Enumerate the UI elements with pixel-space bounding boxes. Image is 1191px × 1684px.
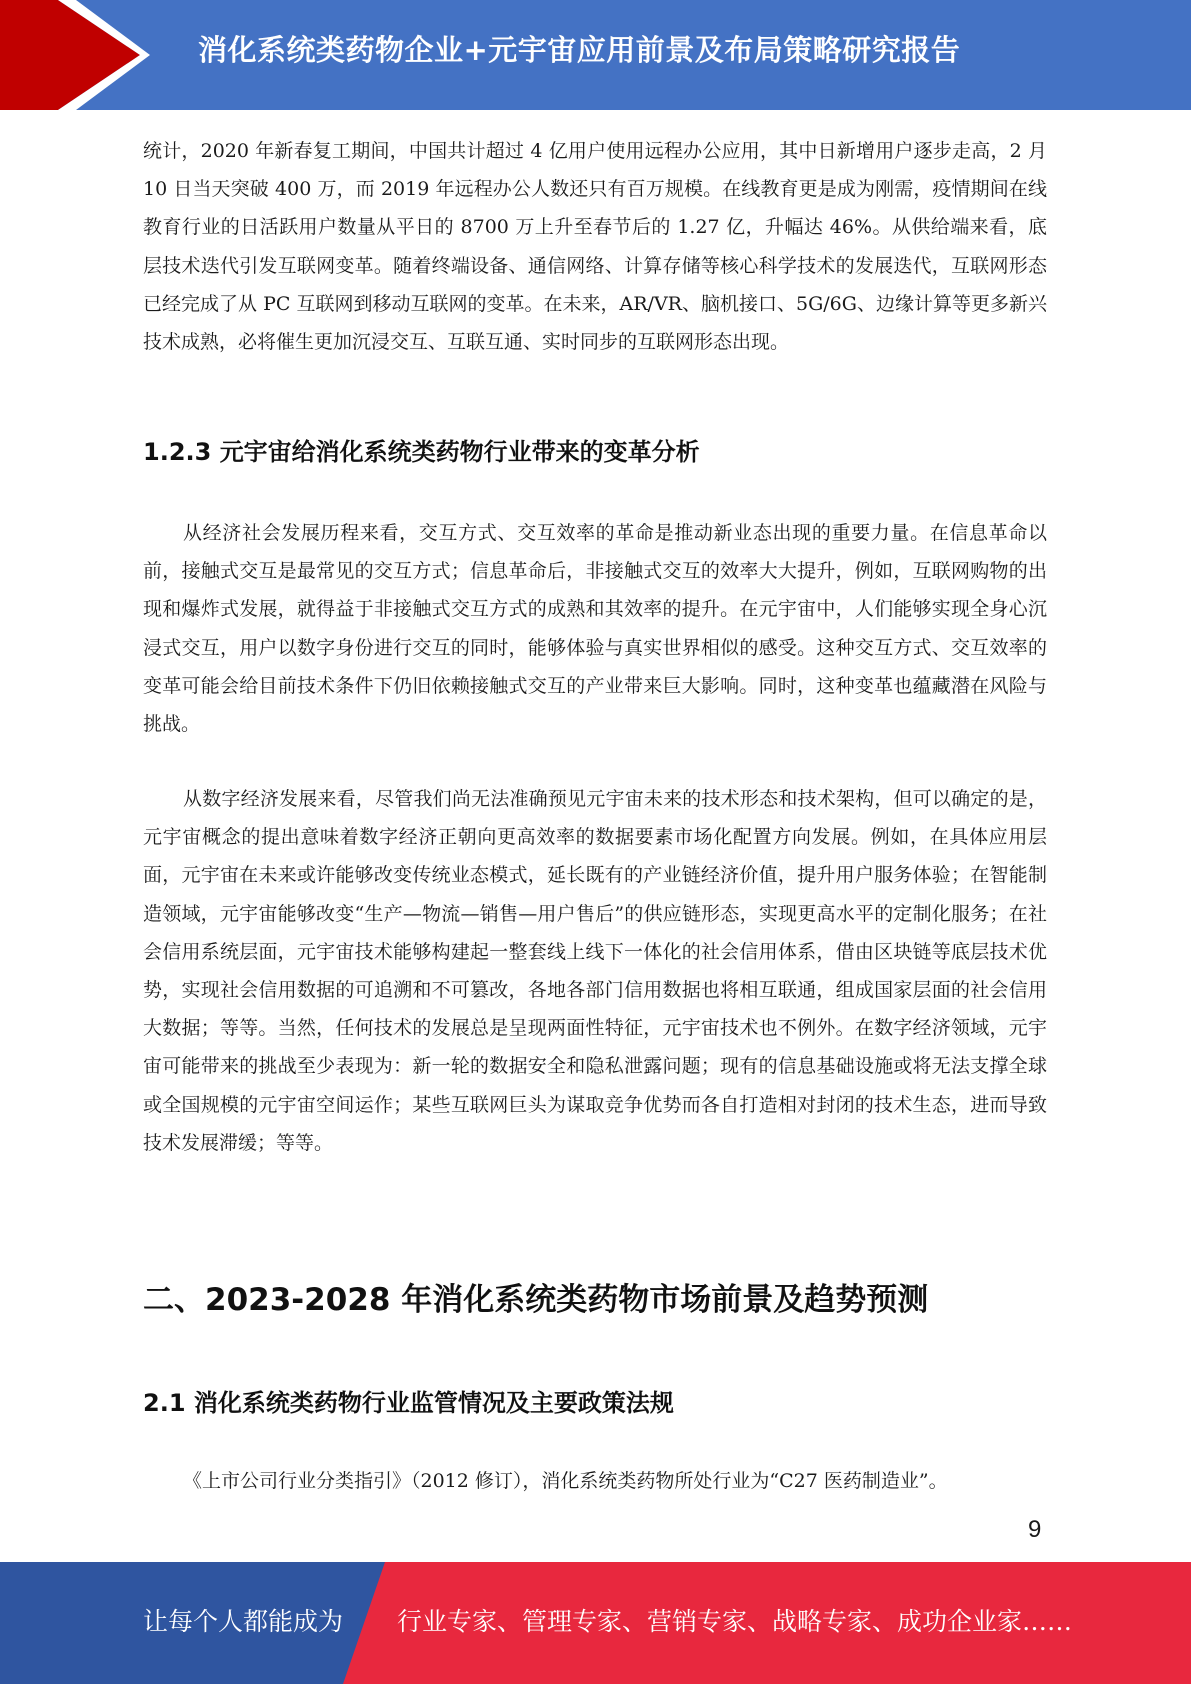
digital-economy-paragraph: 从数字经济发展来看，尽管我们尚无法准确预见元宇宙未来的技术形态和技术架构，但可以确定的是，元宇宙概念的提出意味着数字经济正朝向更高效率的数据要素市场化配置方向发展。例如，在具体应用层面，元宇宙在未来或许能够改变传统业态模式，延长既有的产业链经济价值，提升用户服务体验；在智能制造领域，元宇宙能够改变“生产—物流—销售—用户售后”的供应链形态，实现更高水平的定制化服务；在社会信用系统层面，元宇宙技术能够构建起一整套线上线下一体化的社会信用体系，借由区块链等底层技术优势，实现社会信用数据的可追溯和不可篡改，各地各部门信用数据也将相互联通，组成国家层面的社会信用大数据；等等。当然，任何技术的发展总是呈现两面性特征，元宇宙技术也不例外。在数字经济领域，元宇宙可能带来的挑战至少表现为：新一轮的数据安全和隐私泄露问题；现有的信息基础设施或将无法支撑全球或全国规模的元宇宙空间运作；某些互联网巨头为谋取竞争优势而各自打造相对封闭的技术生态，进而导致技术发展滞缓；等等。: [143, 788, 1047, 1154]
footer-slogan-left: 让每个人都能成为: [143, 1607, 344, 1636]
chapter-2-heading: 二、2023-2028 年消化系统类药物市场前景及趋势预测: [143, 1282, 929, 1318]
footer-banner: [0, 1562, 1191, 1684]
regulation-paragraph: 《上市公司行业分类指引》（2012 修订），消化系统类药物所处行业为“C27 医药制造业”。: [183, 1470, 948, 1492]
footer-slogan-right: 行业专家、管理专家、营销专家、战略专家、成功企业家……: [397, 1607, 1073, 1636]
interaction-paragraph: 从经济社会发展历程来看，交互方式、交互效率的革命是推动新业态出现的重要力量。在信息革命以前，接触式交互是最常见的交互方式；信息革命后，非接触式交互的效率大大提升，例如，互联网购物的出现和爆炸式发展，就得益于非接触式交互方式的成熟和其效率的提升。在元宇宙中，人们能够实现全身心沉浸式交互，用户以数字身份进行交互的同时，能够体验与真实世界相似的感受。这种交互方式、交互效率的变革可能会给目前技术条件下仍旧依赖接触式交互的产业带来巨大影响。同时，这种变革也蕴藏潜在风险与挑战。: [143, 522, 1047, 736]
page-number: 9: [1028, 1516, 1042, 1543]
section-heading-2-1: 2.1 消化系统类药物行业监管情况及主要政策法规: [143, 1389, 674, 1417]
intro-paragraph: 统计，2020 年新春复工期间，中国共计超过 4 亿用户使用远程办公应用，其中日新增用户逐步走高，2 月 10 日当天突破 400 万，而 2019 年远程办公人数还只有百万规模。在线教育更是成为刚需，疫情期间在线教育行业的日活跃用户数量从平日的 8700 万上升至春节后的 1.27 亿，升幅达 46%。从供给端来看，底层技术迭代引发互联网变革。随着终端设备、通信网络、计算存储等核心科学技术的发展迭代，互联网形态已经完成了从 PC 互联网到移动互联网的变革。在未来，AR/VR、脑机接口、5G/6G、边缘计算等更多新兴技术成熟，必将催生更加沉浸交互、互联互通、实时同步的互联网形态出现。: [143, 140, 1047, 354]
section-heading-1-2-3: 1.2.3 元宇宙给消化系统类药物行业带来的变革分析: [143, 438, 700, 466]
header-banner: [0, 0, 1191, 110]
report-title: 消化系统类药物企业+元宇宙应用前景及布局策略研究报告: [198, 33, 961, 67]
